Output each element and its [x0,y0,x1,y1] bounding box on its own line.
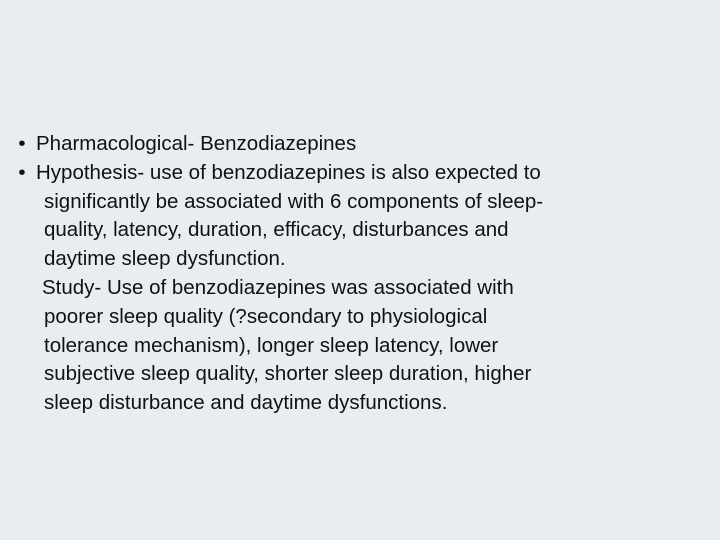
bullet-text [34,159,650,274]
study-line: poorer sleep quality (?secondary to physiological [44,304,488,328]
slide-body [10,130,650,418]
bullet-line: quality, latency, duration, efficacy, disturbances and [44,218,509,242]
bullet-line: Hypothesis- use of benzodiazepines is also expected to [36,160,541,184]
study-line: tolerance mechanism), longer sleep latency, lower [44,333,499,357]
study-line: Study- Use of benzodiazepines was associated with [42,275,514,299]
bullet-item-hypothesis [10,159,650,274]
bullet-line: significantly be associated with 6 components of sleep- [44,189,544,213]
bullet-line: daytime sleep dysfunction. [44,247,286,271]
study-line: subjective sleep quality, shorter sleep duration, higher [44,362,532,386]
bullet-icon: • [18,160,26,184]
bullet-line: Pharmacological- Benzodiazepines [36,132,357,155]
bullet-text [34,130,650,159]
study-line: sleep disturbance and daytime dysfunctions. [44,391,448,415]
bullet-item-pharmacological [10,130,650,159]
bullet-icon: • [18,132,26,155]
study-paragraph [10,274,650,418]
